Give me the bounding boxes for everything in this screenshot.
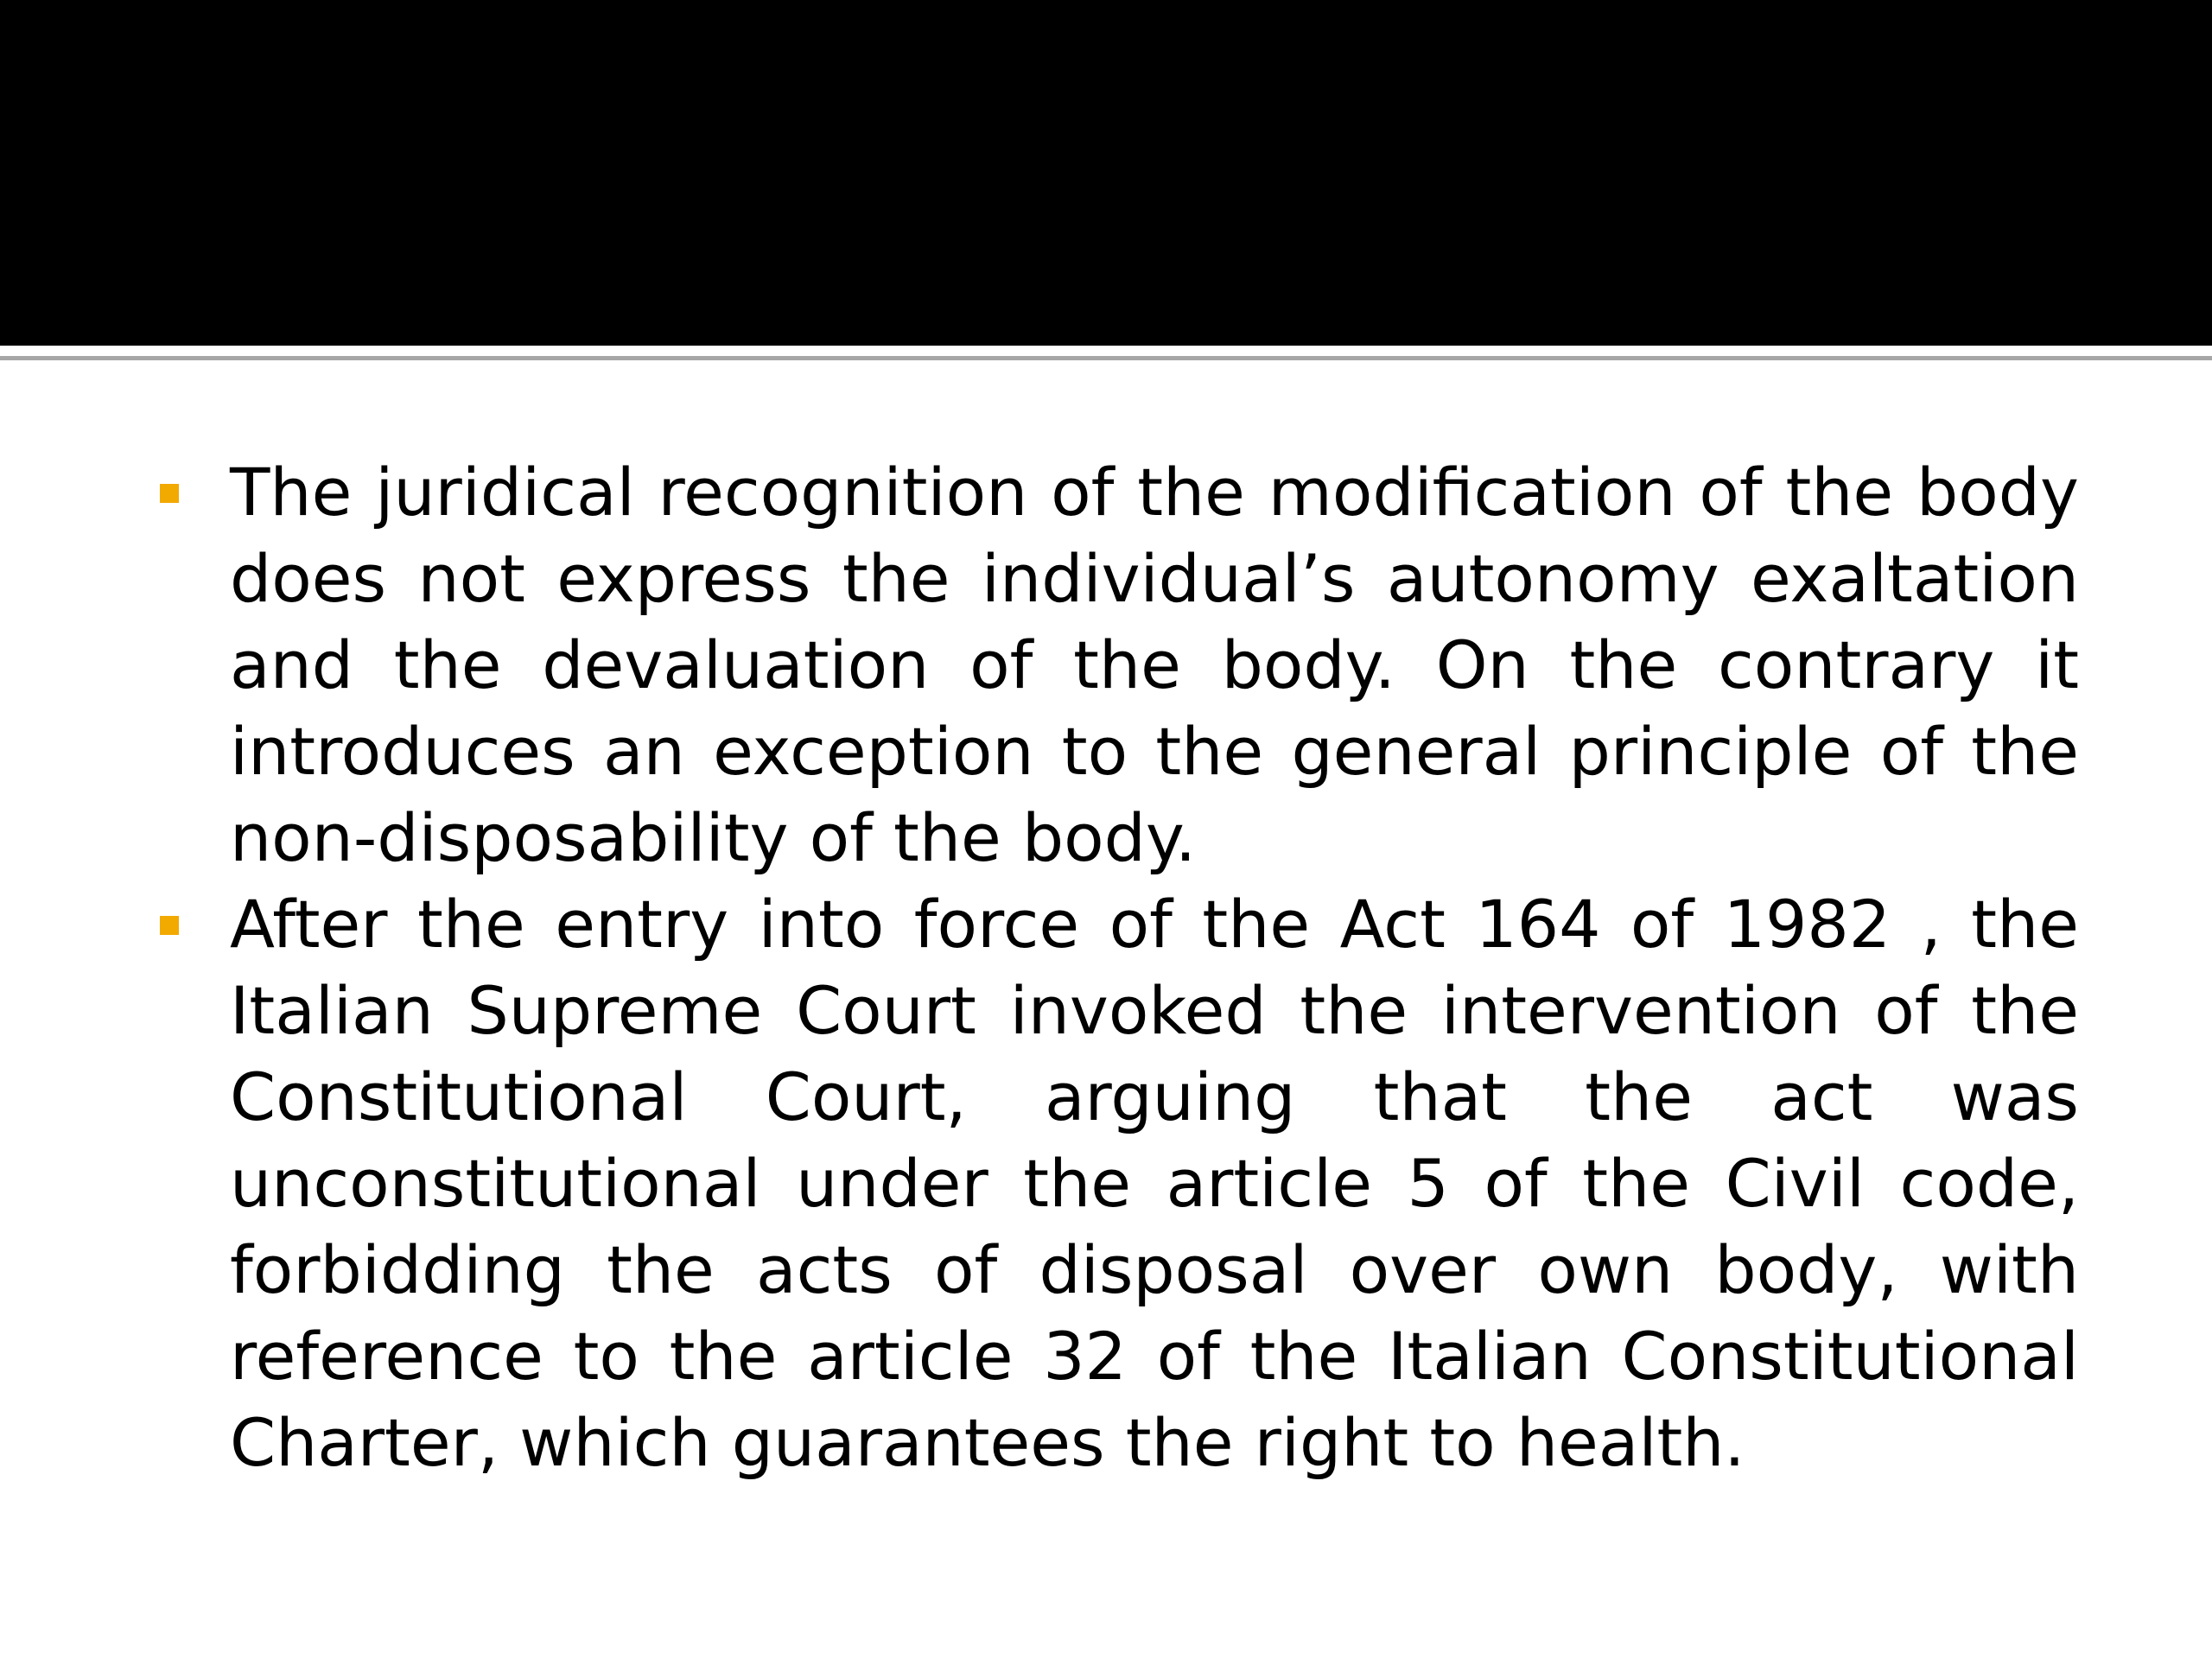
bullet-text: The juridical recognition of the modification of the body does not express the individual’s autonomy exaltation and the devaluation of the body. On the contrary it introduces an exception to the general principle of the non-disposability of the body. (230, 454, 2079, 876)
bullet-item (156, 449, 2079, 881)
square-bullet-icon (160, 916, 179, 935)
title-divider (0, 356, 2212, 360)
bullet-text: After the entry into force of the Act 164 of 1982 , the Italian Supreme Court invoked the intervention of the Constitutional Court, arguing that the act was unconstitutional under the article 5 of the Civil code, forbidding the acts of disposal over own body, with reference to the article 32 of the Italian Constitutional Charter, which guarantees the right to health. (230, 886, 2079, 1481)
square-bullet-icon (160, 484, 179, 503)
title-band (0, 0, 2212, 346)
bullet-list (156, 449, 2079, 1486)
bullet-item (156, 881, 2079, 1486)
